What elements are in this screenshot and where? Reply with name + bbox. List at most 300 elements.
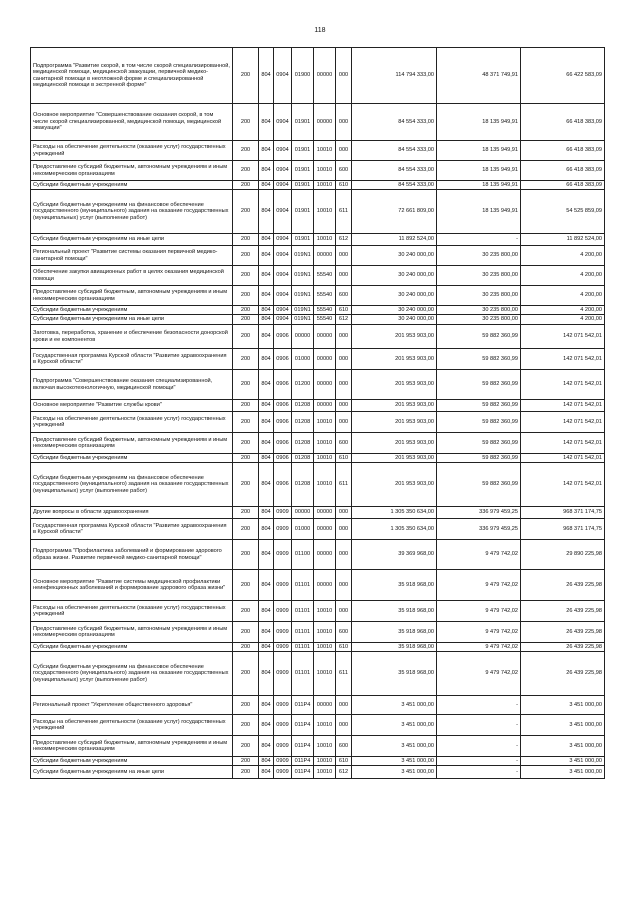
row-code-4: 01901 [292, 181, 314, 190]
row-code-2: 804 [259, 349, 274, 370]
row-code-3: 0904 [274, 104, 292, 141]
row-code-1: 200 [233, 757, 259, 766]
row-amount-2: 59 882 360,99 [437, 370, 521, 400]
row-amount-2: 18 135 949,91 [437, 181, 521, 190]
row-code-2: 804 [259, 412, 274, 433]
table-row [31, 412, 605, 433]
row-code-6: 612 [336, 234, 352, 246]
row-code-3: 0909 [274, 696, 292, 715]
row-code-3: 0909 [274, 622, 292, 643]
row-code-5: 10010 [314, 234, 336, 246]
row-amount-3: 26 439 225,98 [521, 652, 605, 696]
row-code-1: 200 [233, 652, 259, 696]
row-amount-1: 201 953 903,00 [352, 349, 437, 370]
row-code-3: 0909 [274, 643, 292, 652]
row-code-3: 0906 [274, 454, 292, 463]
row-amount-3: 4 200,00 [521, 306, 605, 315]
row-code-2: 804 [259, 306, 274, 315]
row-code-5: 10010 [314, 433, 336, 454]
row-code-2: 804 [259, 736, 274, 757]
row-code-6: 610 [336, 454, 352, 463]
table-row [31, 519, 605, 540]
row-code-2: 804 [259, 463, 274, 507]
row-code-6: 610 [336, 181, 352, 190]
table-row [31, 736, 605, 757]
row-code-5: 00000 [314, 540, 336, 570]
row-amount-3: 66 418 383,09 [521, 104, 605, 141]
row-code-2: 804 [259, 715, 274, 736]
row-amount-3: 142 071 542,01 [521, 454, 605, 463]
row-code-5: 00000 [314, 246, 336, 266]
row-amount-2: 18 135 949,91 [437, 104, 521, 141]
row-amount-1: 35 918 968,00 [352, 622, 437, 643]
row-name: Субсидии бюджетным учреждениям [31, 757, 233, 766]
row-code-5: 10010 [314, 601, 336, 622]
row-name: Расходы на обеспечение деятельности (оказание услуг) государственных учреждений [31, 412, 233, 433]
row-code-6: 611 [336, 652, 352, 696]
row-amount-1: 3 451 000,00 [352, 715, 437, 736]
row-code-5: 10010 [314, 643, 336, 652]
table-row [31, 400, 605, 412]
row-code-2: 804 [259, 286, 274, 306]
row-code-1: 200 [233, 161, 259, 181]
row-code-4: 01208 [292, 463, 314, 507]
table-row [31, 349, 605, 370]
row-code-6: 000 [336, 507, 352, 519]
row-code-5: 55540 [314, 306, 336, 315]
table-row [31, 48, 605, 104]
row-name: Государственная программа Курской области "Развитие здравоохранения в Курской области" [31, 519, 233, 540]
row-code-4: 01901 [292, 104, 314, 141]
row-code-2: 804 [259, 622, 274, 643]
row-name: Предоставление субсидий бюджетным, автономным учреждениям и иным некоммерческим организациям [31, 286, 233, 306]
row-code-6: 000 [336, 696, 352, 715]
row-name: Субсидии бюджетным учреждениям на финансовое обеспечение государственного (муниципального) задания на оказание государственных (муниципальных) услуг (выполнение работ) [31, 190, 233, 234]
row-code-5: 00000 [314, 507, 336, 519]
row-code-6: 600 [336, 161, 352, 181]
row-code-6: 000 [336, 715, 352, 736]
row-amount-3: 54 525 859,09 [521, 190, 605, 234]
row-amount-2: - [437, 757, 521, 766]
row-code-1: 200 [233, 349, 259, 370]
row-amount-2: 336 979 459,25 [437, 519, 521, 540]
row-code-2: 804 [259, 48, 274, 104]
row-amount-1: 35 918 968,00 [352, 643, 437, 652]
row-code-3: 0904 [274, 246, 292, 266]
row-code-6: 612 [336, 315, 352, 325]
row-name: Расходы на обеспечение деятельности (оказание услуг) государственных учреждений [31, 601, 233, 622]
row-amount-1: 3 451 000,00 [352, 696, 437, 715]
table-row [31, 601, 605, 622]
row-amount-2: 18 135 949,91 [437, 161, 521, 181]
row-code-1: 200 [233, 643, 259, 652]
row-code-2: 804 [259, 601, 274, 622]
row-code-4: 01901 [292, 234, 314, 246]
row-amount-1: 72 661 809,00 [352, 190, 437, 234]
row-code-6: 000 [336, 519, 352, 540]
row-code-5: 10010 [314, 736, 336, 757]
row-amount-2: 59 882 360,99 [437, 412, 521, 433]
row-code-1: 200 [233, 306, 259, 315]
row-code-6: 000 [336, 601, 352, 622]
row-code-5: 55540 [314, 286, 336, 306]
row-code-5: 00000 [314, 519, 336, 540]
row-code-2: 804 [259, 370, 274, 400]
row-code-1: 200 [233, 519, 259, 540]
row-amount-3: 3 451 000,00 [521, 736, 605, 757]
row-amount-3: 26 439 225,98 [521, 570, 605, 601]
row-code-4: 00000 [292, 325, 314, 349]
row-amount-2: 30 235 800,00 [437, 306, 521, 315]
row-amount-2: - [437, 234, 521, 246]
row-amount-3: 66 418 383,09 [521, 141, 605, 161]
row-amount-1: 201 953 903,00 [352, 433, 437, 454]
row-amount-1: 84 554 333,00 [352, 104, 437, 141]
table-row [31, 757, 605, 766]
row-code-3: 0909 [274, 757, 292, 766]
row-amount-2: 30 235 800,00 [437, 246, 521, 266]
row-code-4: 01100 [292, 540, 314, 570]
row-name: Предоставление субсидий бюджетным, автономным учреждениям и иным некоммерческим организациям [31, 161, 233, 181]
row-code-3: 0904 [274, 306, 292, 315]
row-amount-2: - [437, 715, 521, 736]
row-code-5: 10010 [314, 766, 336, 779]
row-amount-2: 59 882 360,99 [437, 433, 521, 454]
row-code-3: 0909 [274, 766, 292, 779]
row-amount-1: 35 918 968,00 [352, 652, 437, 696]
row-code-3: 0904 [274, 234, 292, 246]
row-amount-3: 4 200,00 [521, 246, 605, 266]
row-name: Предоставление субсидий бюджетным, автономным учреждениям и иным некоммерческим организациям [31, 736, 233, 757]
row-code-2: 804 [259, 570, 274, 601]
row-code-5: 00000 [314, 104, 336, 141]
row-amount-3: 66 418 383,09 [521, 161, 605, 181]
row-code-5: 10010 [314, 622, 336, 643]
row-code-2: 804 [259, 161, 274, 181]
row-code-2: 804 [259, 643, 274, 652]
table-row [31, 306, 605, 315]
row-code-1: 200 [233, 570, 259, 601]
row-code-2: 804 [259, 400, 274, 412]
row-code-2: 804 [259, 266, 274, 286]
row-amount-2: 30 235 800,00 [437, 315, 521, 325]
row-code-2: 804 [259, 433, 274, 454]
row-code-4: 00000 [292, 507, 314, 519]
row-code-1: 200 [233, 400, 259, 412]
row-code-1: 200 [233, 266, 259, 286]
row-code-3: 0906 [274, 412, 292, 433]
row-code-2: 804 [259, 757, 274, 766]
row-code-5: 55540 [314, 266, 336, 286]
row-code-5: 10010 [314, 412, 336, 433]
row-code-5: 10010 [314, 141, 336, 161]
table-row [31, 246, 605, 266]
row-amount-2: 9 479 742,02 [437, 643, 521, 652]
row-code-1: 200 [233, 507, 259, 519]
row-code-3: 0906 [274, 370, 292, 400]
row-amount-3: 142 071 542,01 [521, 325, 605, 349]
row-code-1: 200 [233, 454, 259, 463]
row-amount-1: 114 794 333,00 [352, 48, 437, 104]
row-amount-3: 66 418 383,09 [521, 181, 605, 190]
row-amount-2: 18 135 949,91 [437, 190, 521, 234]
row-name: Расходы на обеспечение деятельности (оказание услуг) государственных учреждений [31, 141, 233, 161]
row-amount-3: 142 071 542,01 [521, 349, 605, 370]
row-code-6: 000 [336, 266, 352, 286]
row-code-2: 804 [259, 766, 274, 779]
page-number: 118 [314, 27, 326, 34]
row-code-4: 011P4 [292, 736, 314, 757]
row-amount-2: 336 979 459,25 [437, 507, 521, 519]
row-amount-2: 9 479 742,02 [437, 570, 521, 601]
row-amount-3: 142 071 542,01 [521, 370, 605, 400]
row-code-2: 804 [259, 246, 274, 266]
row-code-6: 000 [336, 325, 352, 349]
row-code-6: 610 [336, 643, 352, 652]
row-code-5: 10010 [314, 181, 336, 190]
row-code-3: 0906 [274, 463, 292, 507]
row-amount-2: 59 882 360,99 [437, 349, 521, 370]
row-code-4: 011P4 [292, 715, 314, 736]
row-code-5: 00000 [314, 570, 336, 601]
table-row [31, 643, 605, 652]
row-code-6: 610 [336, 306, 352, 315]
row-amount-1: 30 240 000,00 [352, 246, 437, 266]
row-code-2: 804 [259, 454, 274, 463]
row-code-6: 612 [336, 766, 352, 779]
row-name: Основное мероприятие "Развитие системы медицинской профилактики неинфекционных заболеваний и формирование здорового образа жизни" [31, 570, 233, 601]
row-code-5: 10010 [314, 715, 336, 736]
row-amount-3: 29 890 225,98 [521, 540, 605, 570]
row-code-1: 200 [233, 433, 259, 454]
row-name: Субсидии бюджетным учреждениям на финансовое обеспечение государственного (муниципального) задания на оказание государственных (муниципальных) услуг (выполнение работ) [31, 463, 233, 507]
row-code-5: 10010 [314, 463, 336, 507]
row-name: Предоставление субсидий бюджетным, автономным учреждениям и иным некоммерческим организациям [31, 433, 233, 454]
row-code-1: 200 [233, 736, 259, 757]
row-amount-3: 3 451 000,00 [521, 757, 605, 766]
row-name: Предоставление субсидий бюджетным, автономным учреждениям и иным некоммерческим организациям [31, 622, 233, 643]
budget-table [30, 47, 605, 779]
row-code-3: 0906 [274, 400, 292, 412]
row-code-5: 10010 [314, 454, 336, 463]
row-code-5: 10010 [314, 757, 336, 766]
row-name: Подпрограмма "Совершенствование оказания специализированной, включая высокотехнологичную, медицинской помощи" [31, 370, 233, 400]
row-code-4: 01901 [292, 141, 314, 161]
row-amount-2: - [437, 766, 521, 779]
row-amount-1: 11 892 524,00 [352, 234, 437, 246]
row-code-3: 0904 [274, 181, 292, 190]
row-code-3: 0906 [274, 433, 292, 454]
row-code-6: 000 [336, 400, 352, 412]
table-row [31, 652, 605, 696]
row-code-1: 200 [233, 463, 259, 507]
table-row [31, 161, 605, 181]
row-code-1: 200 [233, 696, 259, 715]
row-name: Субсидии бюджетным учреждениям [31, 181, 233, 190]
row-code-4: 01101 [292, 622, 314, 643]
row-name: Субсидии бюджетным учреждениям [31, 643, 233, 652]
row-code-3: 0904 [274, 286, 292, 306]
table-row [31, 315, 605, 325]
row-code-6: 600 [336, 433, 352, 454]
row-amount-3: 26 439 225,98 [521, 601, 605, 622]
row-code-2: 804 [259, 325, 274, 349]
row-code-4: 019N1 [292, 306, 314, 315]
row-amount-3: 11 892 524,00 [521, 234, 605, 246]
row-amount-2: 9 479 742,02 [437, 652, 521, 696]
row-code-1: 200 [233, 246, 259, 266]
row-name: Расходы на обеспечение деятельности (оказание услуг) государственных учреждений [31, 715, 233, 736]
table-row [31, 622, 605, 643]
row-code-3: 0904 [274, 141, 292, 161]
row-code-2: 804 [259, 104, 274, 141]
row-amount-3: 142 071 542,01 [521, 400, 605, 412]
row-code-1: 200 [233, 766, 259, 779]
row-code-3: 0909 [274, 519, 292, 540]
row-name: Заготовка, переработка, хранение и обеспечение безопасности донорской крови и ее компонентов [31, 325, 233, 349]
row-code-1: 200 [233, 622, 259, 643]
row-code-1: 200 [233, 715, 259, 736]
table-row [31, 286, 605, 306]
row-amount-1: 3 451 000,00 [352, 757, 437, 766]
row-code-5: 00000 [314, 48, 336, 104]
row-code-3: 0904 [274, 315, 292, 325]
row-amount-2: - [437, 696, 521, 715]
row-code-5: 00000 [314, 370, 336, 400]
row-amount-1: 84 554 333,00 [352, 141, 437, 161]
row-amount-2: 9 479 742,02 [437, 622, 521, 643]
row-code-4: 01000 [292, 349, 314, 370]
row-code-1: 200 [233, 412, 259, 433]
row-amount-2: 30 235 800,00 [437, 286, 521, 306]
row-code-2: 804 [259, 315, 274, 325]
row-code-3: 0909 [274, 570, 292, 601]
row-amount-1: 30 240 000,00 [352, 286, 437, 306]
table-body [31, 48, 605, 779]
row-code-1: 200 [233, 48, 259, 104]
row-amount-2: 59 882 360,99 [437, 325, 521, 349]
table-row [31, 696, 605, 715]
row-code-3: 0904 [274, 48, 292, 104]
row-amount-3: 66 422 583,09 [521, 48, 605, 104]
table-row [31, 507, 605, 519]
table-row [31, 570, 605, 601]
row-code-2: 804 [259, 540, 274, 570]
row-code-1: 200 [233, 104, 259, 141]
row-amount-2: 30 235 800,00 [437, 266, 521, 286]
row-amount-1: 201 953 903,00 [352, 412, 437, 433]
row-code-3: 0906 [274, 349, 292, 370]
row-amount-1: 84 554 333,00 [352, 161, 437, 181]
table-row [31, 234, 605, 246]
row-name: Основное мероприятие "Развитие службы крови" [31, 400, 233, 412]
row-code-4: 01000 [292, 519, 314, 540]
row-code-6: 600 [336, 622, 352, 643]
table-row [31, 370, 605, 400]
row-code-4: 01901 [292, 161, 314, 181]
row-code-4: 01101 [292, 601, 314, 622]
row-amount-1: 30 240 000,00 [352, 306, 437, 315]
row-name: Субсидии бюджетным учреждениям на иные цели [31, 315, 233, 325]
row-amount-2: 59 882 360,99 [437, 463, 521, 507]
row-code-1: 200 [233, 181, 259, 190]
row-code-4: 019N1 [292, 266, 314, 286]
row-name: Другие вопросы в области здравоохранения [31, 507, 233, 519]
row-code-4: 01208 [292, 400, 314, 412]
row-amount-1: 201 953 903,00 [352, 325, 437, 349]
row-name: Региональный проект "Развитие системы оказания первичной медико-санитарной помощи" [31, 246, 233, 266]
row-code-4: 019N1 [292, 315, 314, 325]
row-code-5: 10010 [314, 652, 336, 696]
row-code-3: 0904 [274, 266, 292, 286]
row-amount-3: 142 071 542,01 [521, 412, 605, 433]
row-code-1: 200 [233, 325, 259, 349]
row-amount-1: 84 554 333,00 [352, 181, 437, 190]
row-code-4: 01208 [292, 433, 314, 454]
row-name: Обеспечение закупки авиационных работ в целях оказания медицинской помощи [31, 266, 233, 286]
row-amount-1: 3 451 000,00 [352, 736, 437, 757]
row-code-2: 804 [259, 190, 274, 234]
row-code-2: 804 [259, 519, 274, 540]
row-code-3: 0909 [274, 507, 292, 519]
row-amount-2: 18 135 949,91 [437, 141, 521, 161]
row-code-5: 00000 [314, 696, 336, 715]
row-code-5: 10010 [314, 161, 336, 181]
row-code-3: 0909 [274, 715, 292, 736]
row-amount-1: 30 240 000,00 [352, 266, 437, 286]
row-name: Региональный проект "Укрепление общественного здоровья" [31, 696, 233, 715]
row-code-2: 804 [259, 507, 274, 519]
row-amount-1: 201 953 903,00 [352, 463, 437, 507]
row-code-1: 200 [233, 234, 259, 246]
row-code-2: 804 [259, 181, 274, 190]
row-name: Субсидии бюджетным учреждениям на иные цели [31, 234, 233, 246]
row-amount-3: 4 200,00 [521, 315, 605, 325]
table-row [31, 540, 605, 570]
row-code-4: 01101 [292, 643, 314, 652]
row-amount-3: 26 439 225,98 [521, 622, 605, 643]
row-code-4: 01101 [292, 652, 314, 696]
row-code-6: 600 [336, 736, 352, 757]
table-row [31, 766, 605, 779]
row-code-4: 01900 [292, 48, 314, 104]
row-code-5: 00000 [314, 349, 336, 370]
row-amount-1: 30 240 000,00 [352, 315, 437, 325]
row-code-1: 200 [233, 141, 259, 161]
row-code-1: 200 [233, 286, 259, 306]
row-amount-3: 968 371 174,75 [521, 507, 605, 519]
row-amount-2: 59 882 360,99 [437, 454, 521, 463]
row-amount-3: 3 451 000,00 [521, 766, 605, 779]
row-code-6: 000 [336, 48, 352, 104]
row-code-3: 0904 [274, 161, 292, 181]
row-code-1: 200 [233, 315, 259, 325]
table-row [31, 181, 605, 190]
table-row [31, 141, 605, 161]
row-code-1: 200 [233, 370, 259, 400]
row-amount-1: 201 953 903,00 [352, 454, 437, 463]
row-code-5: 55540 [314, 315, 336, 325]
row-code-3: 0909 [274, 540, 292, 570]
row-amount-1: 1 305 350 634,00 [352, 507, 437, 519]
row-amount-1: 39 369 968,00 [352, 540, 437, 570]
row-amount-3: 142 071 542,01 [521, 433, 605, 454]
row-name: Субсидии бюджетным учреждениям на финансовое обеспечение государственного (муниципального) задания на оказание государственных (муниципальных) услуг (выполнение работ) [31, 652, 233, 696]
row-code-4: 01208 [292, 454, 314, 463]
row-code-4: 011P4 [292, 696, 314, 715]
row-code-6: 611 [336, 190, 352, 234]
row-code-5: 00000 [314, 325, 336, 349]
